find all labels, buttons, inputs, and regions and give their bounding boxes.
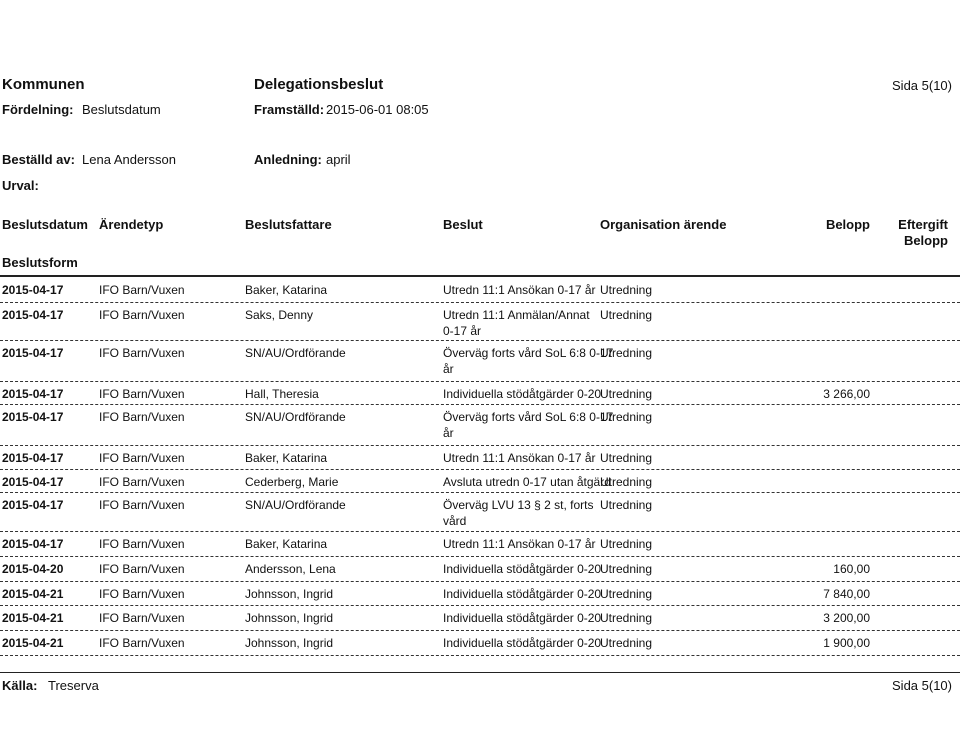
cell-amount: 3 200,00 bbox=[823, 611, 870, 625]
row-divider bbox=[0, 630, 960, 631]
row-divider bbox=[0, 581, 960, 582]
cell-beslut: Individuella stödåtgärder 0-20 bbox=[443, 387, 602, 401]
cell-maker: Johnsson, Ingrid bbox=[245, 611, 334, 625]
row-divider bbox=[0, 445, 960, 446]
cell-beslut: Individuella stödåtgärder 0-20 bbox=[443, 611, 602, 625]
cell-maker: Baker, Katarina bbox=[245, 537, 328, 551]
cell-type: IFO Barn/Vuxen bbox=[99, 562, 185, 576]
col-header-maker: Beslutsfattare bbox=[245, 217, 332, 232]
row-divider bbox=[0, 404, 960, 405]
col-header-beslut: Beslut bbox=[443, 217, 483, 232]
footer-divider bbox=[0, 672, 960, 673]
framstalld-value: 2015-06-01 08:05 bbox=[326, 102, 429, 117]
kalla-value: Treserva bbox=[48, 678, 99, 693]
cell-line2: 0-17 år bbox=[443, 324, 482, 338]
report-title: Delegationsbeslut bbox=[254, 76, 384, 93]
cell-date: 2015-04-17 bbox=[2, 451, 64, 465]
cell-org: Utredning bbox=[600, 611, 653, 625]
cell-date: 2015-04-17 bbox=[2, 410, 64, 424]
cell-org: Utredning bbox=[600, 346, 653, 360]
col-header-eftergift: Eftergift bbox=[898, 217, 948, 232]
cell-org: Utredning bbox=[600, 387, 653, 401]
col-header-amount: Belopp bbox=[825, 217, 870, 232]
cell-type: IFO Barn/Vuxen bbox=[99, 498, 185, 512]
row-divider bbox=[0, 605, 960, 606]
cell-beslut: Överväg forts vård SoL 6:8 0-17 bbox=[443, 410, 613, 424]
cell-type: IFO Barn/Vuxen bbox=[99, 283, 185, 297]
framstalld-label: Framställd: bbox=[254, 102, 325, 117]
cell-beslut: Avsluta utredn 0-17 utan åtgärd bbox=[443, 475, 611, 489]
row-divider bbox=[0, 531, 960, 532]
cell-org: Utredning bbox=[600, 451, 653, 465]
col-header-eftergift-belopp: Belopp bbox=[903, 233, 948, 248]
cell-type: IFO Barn/Vuxen bbox=[99, 346, 185, 360]
cell-beslut: Överväg forts vård SoL 6:8 0-17 bbox=[443, 346, 613, 360]
cell-org: Utredning bbox=[600, 498, 653, 512]
company-name: Kommunen bbox=[2, 76, 85, 93]
row-divider bbox=[0, 556, 960, 557]
cell-org: Utredning bbox=[600, 308, 653, 322]
fordelning-value: Beslutsdatum bbox=[82, 102, 161, 117]
row-divider bbox=[0, 340, 960, 341]
cell-beslut: Utredn 11:1 Ansökan 0-17 år bbox=[443, 451, 596, 465]
row-divider bbox=[0, 469, 960, 470]
row-divider bbox=[0, 655, 960, 656]
cell-line2: år bbox=[443, 426, 454, 440]
bestalld-value: Lena Andersson bbox=[82, 152, 176, 167]
cell-date: 2015-04-17 bbox=[2, 475, 64, 489]
cell-type: IFO Barn/Vuxen bbox=[99, 451, 185, 465]
cell-maker: Baker, Katarina bbox=[245, 451, 328, 465]
cell-maker: Johnsson, Ingrid bbox=[245, 587, 334, 601]
row-divider bbox=[0, 381, 960, 382]
col-header-date: Beslutsdatum bbox=[2, 217, 88, 232]
anledning-label: Anledning: bbox=[254, 152, 322, 167]
cell-maker: SN/AU/Ordförande bbox=[245, 346, 346, 360]
cell-org: Utredning bbox=[600, 537, 653, 551]
cell-amount: 160,00 bbox=[833, 562, 870, 576]
cell-type: IFO Barn/Vuxen bbox=[99, 636, 185, 650]
footer-page-number: Sida 5(10) bbox=[892, 678, 952, 693]
cell-beslut: Utredn 11:1 Ansökan 0-17 år bbox=[443, 537, 596, 551]
cell-beslut: Överväg LVU 13 § 2 st, forts bbox=[443, 498, 594, 512]
page-number: Sida 5(10) bbox=[892, 78, 952, 93]
cell-type: IFO Barn/Vuxen bbox=[99, 611, 185, 625]
row-divider bbox=[0, 302, 960, 303]
cell-maker: SN/AU/Ordförande bbox=[245, 410, 346, 424]
cell-amount: 7 840,00 bbox=[823, 587, 870, 601]
cell-type: IFO Barn/Vuxen bbox=[99, 537, 185, 551]
cell-date: 2015-04-17 bbox=[2, 346, 64, 360]
cell-maker: SN/AU/Ordförande bbox=[245, 498, 346, 512]
cell-beslut: Utredn 11:1 Anmälan/Annat bbox=[443, 308, 590, 322]
cell-type: IFO Barn/Vuxen bbox=[99, 308, 185, 322]
cell-date: 2015-04-21 bbox=[2, 611, 64, 625]
cell-maker: Cederberg, Marie bbox=[245, 475, 339, 489]
cell-type: IFO Barn/Vuxen bbox=[99, 387, 185, 401]
cell-beslut: Individuella stödåtgärder 0-20 bbox=[443, 587, 602, 601]
cell-amount: 1 900,00 bbox=[823, 636, 870, 650]
bestalld-label: Beställd av: bbox=[2, 152, 75, 167]
cell-date: 2015-04-17 bbox=[2, 283, 64, 297]
cell-date: 2015-04-21 bbox=[2, 636, 64, 650]
cell-org: Utredning bbox=[600, 283, 653, 297]
cell-line2: vård bbox=[443, 514, 467, 528]
cell-beslut: Individuella stödåtgärder 0-20 bbox=[443, 636, 602, 650]
cell-maker: Baker, Katarina bbox=[245, 283, 328, 297]
kalla-label: Källa: bbox=[2, 678, 38, 693]
urval-label: Urval: bbox=[2, 178, 39, 193]
fordelning-label: Fördelning: bbox=[2, 102, 74, 117]
cell-amount: 3 266,00 bbox=[823, 387, 870, 401]
header-divider bbox=[0, 275, 960, 277]
cell-maker: Andersson, Lena bbox=[245, 562, 336, 576]
cell-beslut: Individuella stödåtgärder 0-20 bbox=[443, 562, 602, 576]
col-header-form: Beslutsform bbox=[2, 255, 78, 270]
cell-type: IFO Barn/Vuxen bbox=[99, 475, 185, 489]
cell-org: Utredning bbox=[600, 587, 653, 601]
cell-org: Utredning bbox=[600, 636, 653, 650]
cell-maker: Saks, Denny bbox=[245, 308, 314, 322]
cell-maker: Johnsson, Ingrid bbox=[245, 636, 334, 650]
cell-date: 2015-04-17 bbox=[2, 537, 64, 551]
cell-maker: Hall, Theresia bbox=[245, 387, 319, 401]
cell-date: 2015-04-17 bbox=[2, 387, 64, 401]
cell-date: 2015-04-21 bbox=[2, 587, 64, 601]
row-divider bbox=[0, 492, 960, 493]
col-header-type: Ärendetyp bbox=[99, 217, 164, 232]
cell-type: IFO Barn/Vuxen bbox=[99, 587, 185, 601]
cell-beslut: Utredn 11:1 Ansökan 0-17 år bbox=[443, 283, 596, 297]
cell-type: IFO Barn/Vuxen bbox=[99, 410, 185, 424]
col-header-org: Organisation ärende bbox=[600, 217, 727, 232]
anledning-value: april bbox=[326, 152, 351, 167]
cell-date: 2015-04-20 bbox=[2, 562, 64, 576]
cell-org: Utredning bbox=[600, 410, 653, 424]
cell-date: 2015-04-17 bbox=[2, 308, 64, 322]
cell-date: 2015-04-17 bbox=[2, 498, 64, 512]
cell-org: Utredning bbox=[600, 475, 653, 489]
cell-org: Utredning bbox=[600, 562, 653, 576]
cell-line2: år bbox=[443, 362, 454, 376]
